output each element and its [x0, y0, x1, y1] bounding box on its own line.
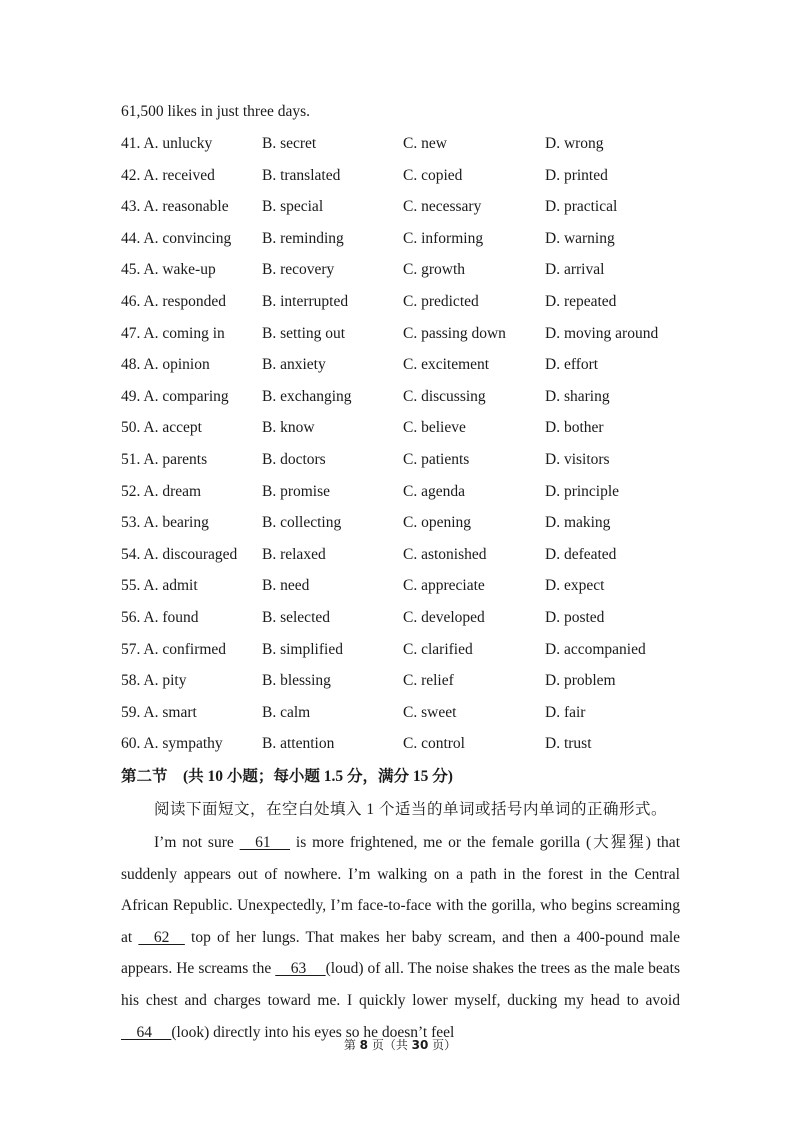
option-a — [121, 167, 215, 185]
option-a-text: A. confirmed — [143, 640, 227, 658]
question-number: 47. — [121, 324, 141, 342]
intro-line: 61,500 likes in just three days. — [121, 103, 310, 120]
passage — [121, 827, 680, 1048]
option-a — [121, 735, 223, 753]
option-a-text: A. wake-up — [143, 261, 216, 279]
option-a — [121, 704, 197, 722]
option-c: C. astonished — [403, 545, 487, 563]
question-number: 43. — [121, 198, 141, 216]
option-a — [121, 419, 202, 437]
passage-text: (loud) of all. The noise shakes the trees as the male beats his chest and charges toward me. I quickly lower myself, ducking my head to avoid — [121, 960, 681, 1009]
option-a-text: A. bearing — [143, 514, 209, 532]
question-number: 52. — [121, 482, 141, 500]
option-c: C. necessary — [403, 198, 482, 216]
option-a-text: A. sympathy — [143, 735, 223, 753]
option-a — [121, 483, 201, 501]
option-b: B. translated — [262, 166, 341, 184]
option-c: C. appreciate — [403, 577, 485, 595]
passage-text: is more frightened, me or the female gorilla (大猩猩) that suddenly appears out of nowhere. I’m walking on a path in the forest in the Central African Republic. Unexpectedly, I’m face-to-face with the gorilla, who begins screaming at — [121, 834, 680, 946]
option-a-text: A. received — [143, 166, 215, 184]
option-b: B. special — [262, 198, 324, 216]
option-a — [121, 230, 231, 248]
option-b: B. attention — [262, 735, 335, 753]
option-b: B. blessing — [262, 672, 331, 690]
question-number: 46. — [121, 293, 141, 310]
option-a-text: A. parents — [143, 451, 208, 468]
option-c: C. opening — [403, 514, 472, 532]
option-d: D. moving around — [545, 324, 659, 342]
option-a — [121, 609, 199, 627]
question-number: 45. — [121, 261, 141, 279]
option-b: B. need — [262, 577, 310, 595]
option-b: B. anxiety — [262, 356, 326, 374]
option-a — [121, 451, 207, 469]
option-d: D. printed — [545, 166, 608, 184]
option-a-text: A. found — [143, 609, 199, 626]
option-c: C. clarified — [403, 640, 473, 658]
question-number: 55. — [121, 577, 141, 595]
question-number: 51. — [121, 451, 141, 468]
option-d: D. principle — [545, 482, 620, 500]
option-b: B. selected — [262, 609, 331, 626]
option-d: D. repeated — [545, 293, 617, 310]
question-number: 41. — [121, 135, 141, 152]
option-c: C. patients — [403, 451, 470, 468]
option-d: D. expect — [545, 577, 605, 595]
section-instruction: 阅读下面短文，在空白处填入 1 个适当的单词或括号内单词的正确形式。 — [154, 801, 668, 818]
option-a — [121, 135, 212, 153]
question-number: 54. — [121, 545, 141, 563]
passage-text: I’m not sure — [154, 834, 240, 851]
option-c: C. control — [403, 735, 465, 753]
option-d: D. sharing — [545, 387, 610, 405]
option-c: C. predicted — [403, 293, 479, 310]
option-a — [121, 388, 229, 406]
option-a-text: A. admit — [143, 577, 198, 595]
option-a-text: A. coming in — [143, 324, 225, 342]
option-b: B. know — [262, 419, 315, 437]
option-c: C. relief — [403, 672, 454, 690]
question-number: 44. — [121, 229, 141, 247]
option-c: C. passing down — [403, 324, 506, 342]
option-d: D. effort — [545, 356, 599, 374]
question-number: 59. — [121, 703, 141, 721]
option-d: D. problem — [545, 672, 616, 690]
option-c: C. believe — [403, 419, 466, 437]
option-d: D. posted — [545, 609, 605, 626]
option-b: B. doctors — [262, 451, 326, 468]
option-b: B. setting out — [262, 324, 346, 342]
option-c: C. growth — [403, 261, 465, 279]
option-b: B. promise — [262, 482, 331, 500]
option-a — [121, 356, 210, 374]
option-d: D. accompanied — [545, 640, 646, 658]
option-b: B. recovery — [262, 261, 335, 279]
option-a-text: A. pity — [143, 672, 187, 690]
option-a-text: A. unlucky — [143, 135, 213, 152]
question-number: 58. — [121, 672, 141, 690]
option-d: D. trust — [545, 735, 592, 753]
option-a — [121, 641, 226, 659]
option-a — [121, 261, 216, 279]
option-c: C. informing — [403, 229, 484, 247]
option-d: D. arrival — [545, 261, 605, 279]
footer-suffix: 页） — [428, 1038, 457, 1052]
option-c: C. agenda — [403, 482, 465, 500]
option-a-text: A. convincing — [143, 229, 232, 247]
option-a — [121, 514, 209, 532]
passage-text: (look) directly into his eyes so he doesn’t feel — [171, 1023, 455, 1041]
passage-text: top of her lungs. That makes her baby scream, and then a 400-pound male appears. He screams the — [121, 928, 681, 978]
option-b: B. exchanging — [262, 387, 352, 405]
option-d: D. making — [545, 514, 611, 532]
option-d: D. wrong — [545, 135, 604, 152]
option-a-text: A. comparing — [143, 387, 229, 405]
question-number: 49. — [121, 387, 141, 405]
option-b: B. reminding — [262, 229, 344, 247]
blank-63: 63 — [275, 960, 326, 978]
option-b: B. collecting — [262, 514, 342, 532]
option-b: B. secret — [262, 135, 317, 152]
option-a — [121, 198, 229, 216]
option-c: C. excitement — [403, 356, 490, 374]
option-d: D. visitors — [545, 451, 610, 468]
option-c: C. developed — [403, 609, 485, 626]
option-a-text: A. discouraged — [143, 545, 238, 563]
option-a — [121, 577, 198, 595]
question-number: 53. — [121, 514, 141, 532]
option-b: B. relaxed — [262, 545, 326, 563]
option-a-text: A. dream — [143, 482, 202, 500]
option-c: C. new — [403, 135, 447, 152]
option-a — [121, 546, 237, 564]
option-d: D. bother — [545, 419, 604, 437]
option-b: B. calm — [262, 703, 311, 721]
footer-mid: 页（共 — [368, 1038, 412, 1052]
option-a-text: A. accept — [143, 419, 202, 437]
option-c: C. sweet — [403, 703, 457, 721]
option-a — [121, 293, 226, 311]
option-a-text: A. opinion — [143, 356, 210, 374]
option-d: D. practical — [545, 198, 618, 216]
page-footer — [0, 1036, 800, 1053]
blank-62: 62 — [138, 928, 185, 946]
question-number: 56. — [121, 609, 141, 626]
option-d: D. defeated — [545, 545, 617, 563]
option-a — [121, 325, 225, 343]
section-title: 第二节 (共 10 小题；每小题 1.5 分，满分 15 分) — [121, 768, 453, 785]
option-a-text: A. reasonable — [143, 198, 229, 216]
option-c: C. discussing — [403, 387, 486, 405]
footer-total-pages: 30 — [411, 1038, 429, 1052]
option-d: D. fair — [545, 703, 586, 721]
footer-page-number: 8 — [359, 1038, 368, 1052]
option-b: B. simplified — [262, 640, 343, 658]
question-number: 42. — [121, 166, 141, 184]
question-number: 60. — [121, 735, 141, 753]
option-a — [121, 672, 186, 690]
option-a-text: A. responded — [143, 293, 227, 310]
footer-prefix: 第 — [343, 1038, 360, 1052]
question-number: 50. — [121, 419, 141, 437]
option-a-text: A. smart — [143, 703, 197, 721]
blank-61: 61 — [239, 834, 291, 851]
question-number: 48. — [121, 356, 141, 374]
option-c: C. copied — [403, 166, 463, 184]
question-number: 57. — [121, 640, 141, 658]
option-b: B. interrupted — [262, 293, 349, 310]
blank-64: 64 — [121, 1023, 172, 1041]
option-d: D. warning — [545, 229, 615, 247]
